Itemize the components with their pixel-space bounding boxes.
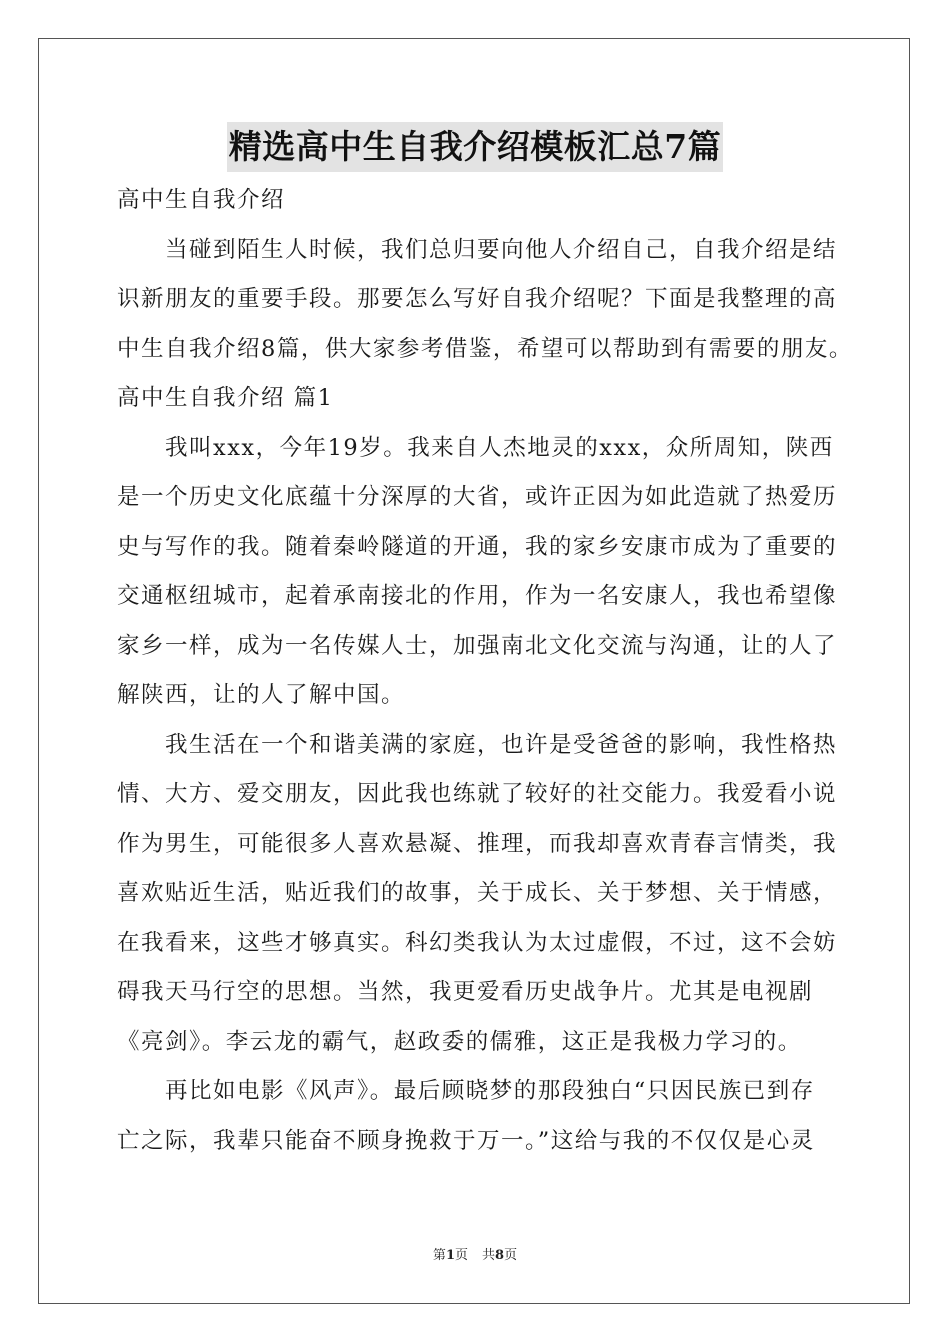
text-line: 再比如电影《风声》。最后顾晓梦的那段独白“只因民族已到存 [165,1078,815,1104]
document-title: 精选高中生自我介绍模板汇总7篇 [227,122,723,172]
text-line: 喜欢贴近生活，贴近我们的故事，关于成长、关于梦想、关于情感， [117,880,838,906]
text-line: 《亮剑》。李云龙的霸气，赵政委的儒雅，这正是我极力学习的。 [117,1028,802,1055]
text-line: 交通枢纽城市，起着承南接北的作用，作为一名安康人，我也希望像 [117,583,838,609]
text-line: 碍我天马行空的思想。当然，我更爱看历史战争片。尤其是电视剧 [117,979,814,1005]
page-suffix: 页 [454,1248,468,1263]
text-line: 在我看来，这些才够真实。科幻类我认为太过虚假，不过，这不会妨 [117,929,838,956]
text-line: 高中生自我介绍 篇1 [117,385,334,411]
total-prefix: 共 [482,1248,496,1263]
title-container [0,122,950,172]
text-line: 亡之际，我辈只能奋不顾身挽救于万一。”这给与我的不仅仅是心灵 [117,1127,815,1154]
text-line: 史与写作的我。随着秦岭隧道的开通，我的家乡安康市成为了重要的 [117,533,838,560]
document-body [117,176,853,1166]
text-line: 解陕西，让的人了解中国。 [117,682,406,708]
text-line: 当碰到陌生人时候，我们总归要向他人介绍自己，自我介绍是结 [165,236,838,263]
total-suffix: 页 [504,1248,518,1263]
text-line: 高中生自我介绍 [117,187,286,213]
text-line: 是一个历史文化底蕴十分深厚的大省，或许正因为如此造就了热爱历 [117,484,838,510]
text-line: 情、大方、爱交朋友，因此我也练就了较好的社交能力。我爱看小说 [117,781,838,807]
text-line: 家乡一样，成为一名传媒人士，加强南北文化交流与沟通，让的人了 [117,632,838,659]
text-line: 作为男生，可能很多人喜欢悬凝、推理，而我却喜欢青春言情类，我 [117,830,838,857]
total-pages: 8 [495,1248,505,1263]
text-line: 我生活在一个和谐美满的家庭，也许是受爸爸的影响，我性格热 [165,731,838,758]
text-line: 中生自我介绍8篇，供大家参考借鉴，希望可以帮助到有需要的朋友。 [117,335,853,362]
text-line: 我叫xxx，今年19岁。我来自人杰地灵的xxx，众所周知，陕西 [165,434,834,461]
text-line: 识新朋友的重要手段。那要怎么写好自我介绍呢？下面是我整理的高 [117,286,838,312]
page-prefix: 第 [432,1248,446,1263]
page-footer [0,1246,950,1266]
page-number: 1 [445,1248,455,1263]
